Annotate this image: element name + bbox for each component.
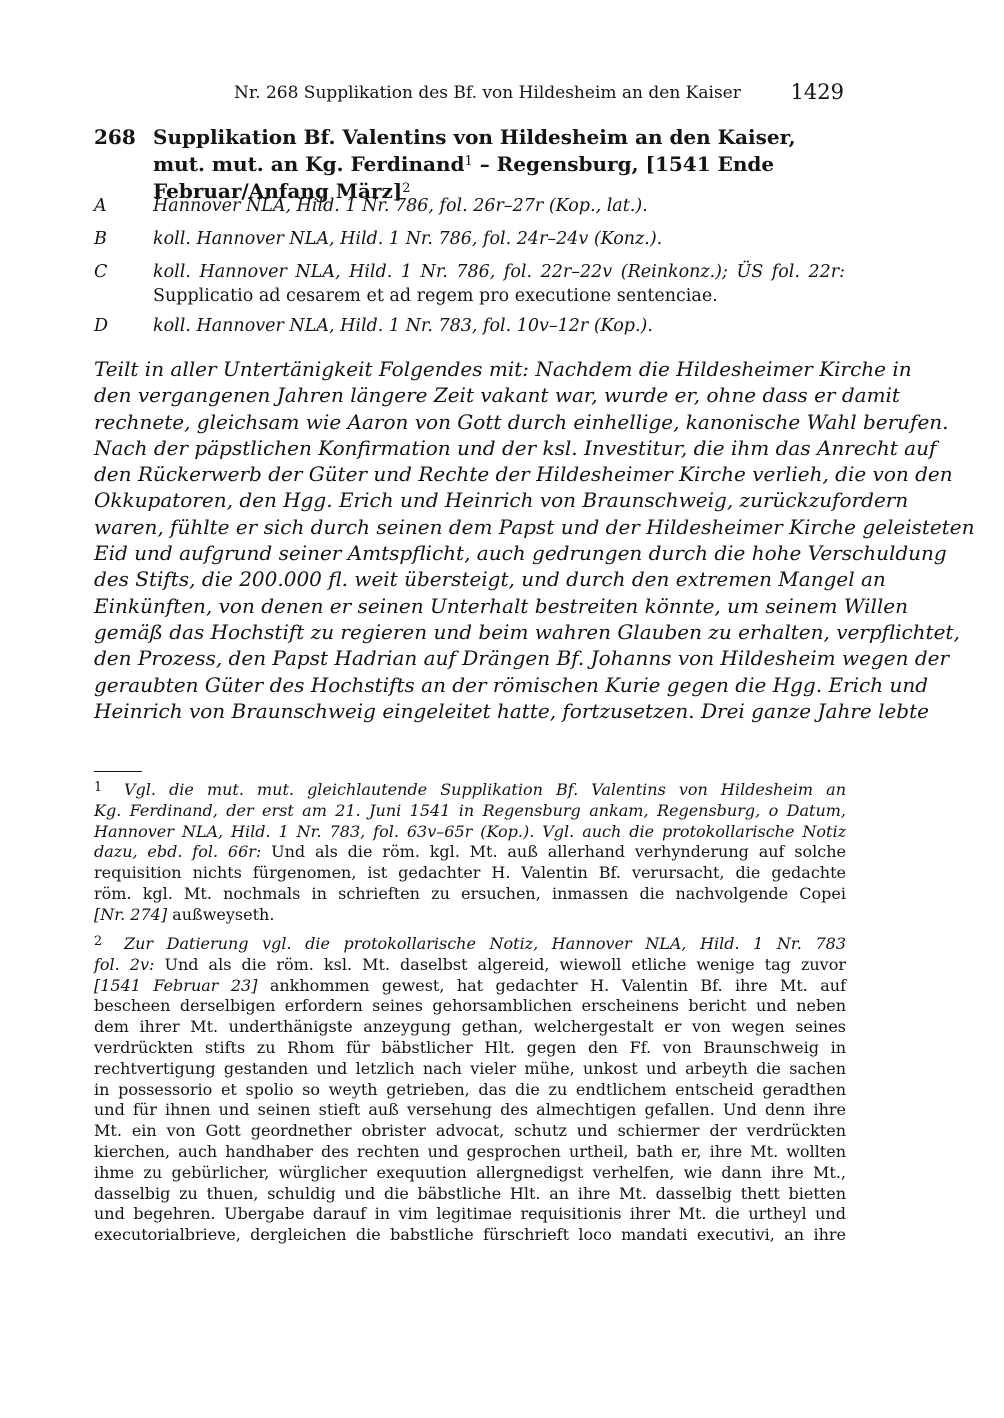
regest-line: Einkünften, von denen er seinen Unterhalt bestreiten könnte, um seinem Willen <box>94 593 908 618</box>
footnote-line <box>94 842 846 863</box>
footnote-text: Und als die röm. kgl. Mt. auß allerhand verhynderung auf solche <box>261 842 846 862</box>
footnote-text: Und als die röm. ksl. Mt. daselbst algereid, wiewoll etliche wenige tag zuvor <box>154 954 846 974</box>
witness-description <box>153 260 845 308</box>
regest-line: Okkupatoren, den Hgg. Erich und Heinrich von Braunschweig, zurückzufordern <box>94 488 909 513</box>
footnote-text: [Nr. 274] <box>94 904 168 924</box>
footnote-line: kierchen, auch handhaber des rechten und gesprochen urtheil, bath er, ihre Mt. wollten <box>94 1141 846 1161</box>
regest-line: den Prozess, den Papst Hadrian auf Drängen Bf. Johanns von Hildesheim wegen der <box>94 646 950 671</box>
document-title-text <box>153 124 853 205</box>
footnote-line: dem ihrer Mt. underthänigste anzeygung gethan, welchergestalt er von wegen seines <box>94 1017 846 1037</box>
footnote-line: und für ihnen und seinen stieft auß versehung des almechtigen gefallen. Und denn ihre <box>94 1100 846 1120</box>
footnote-ref-1[interactable]: 1 <box>464 154 473 170</box>
page-number: 1429 <box>790 80 844 104</box>
witness-siglum: A <box>94 196 107 216</box>
witness-description: Hannover NLA, Hild. 1 Nr. 786, fol. 26r–27r (Kop., lat.). <box>153 196 648 216</box>
footnote-line: in possessorio et spolio so weyth getrieben, das die zu endtlichem entscheid geradthen <box>94 1079 846 1099</box>
regest-line: des Stifts, die 200.000 fl. weit übersteigt, und durch den extremen Mangel an <box>94 567 886 592</box>
regest-line: Eid und aufgrund seiner Amtspflicht, auch gedrungen durch die hohe Verschuldung <box>94 541 947 566</box>
footnote-line: rechtvertigung gestanden und letzlich nach vieler mühe, unkost und arbeyth die sachen <box>94 1058 846 1078</box>
footnote-rule <box>94 771 142 772</box>
witness-siglum: D <box>94 316 109 336</box>
footnote-text: Vgl. die mut. mut. gleichlautende Supplikation Bf. Valentins von Hildesheim an <box>124 780 846 799</box>
footnote-line: verdrückten stifts zu Rhom für bäbstlicher Hlt. gegen den Ff. von Braunschweig in <box>94 1037 846 1057</box>
footnote-line: ihme zu gebürlicher, würglicher exequution allergnedigst verhelfen, wie dann ihre Mt., <box>94 1162 846 1182</box>
footnote-1 <box>94 780 846 926</box>
regest-line: den vergangenen Jahren längere Zeit vakant war, wurde er, ohne dass er damit <box>94 383 900 408</box>
footnote-text: außweyseth. <box>167 904 275 924</box>
footnote-text: ankhommen gewest, hat gedachter H. Valentin Bf. ihre Mt. auf <box>257 975 846 995</box>
witness-siglum: C <box>94 262 108 282</box>
running-title: Nr. 268 Supplikation des Bf. von Hildesheim an den Kaiser <box>234 83 741 103</box>
witness-c-line1: koll. Hannover NLA, Hild. 1 Nr. 786, fol. 22r–22v (Reinkonz.); ÜS fol. 22r: <box>153 262 845 282</box>
regest-line: Teilt in aller Untertänigkeit Folgendes mit: Nachdem die Hildesheimer Kirche in <box>94 357 912 381</box>
footnote-text: fol. 2v: <box>94 954 155 974</box>
footnote-line: bescheen derselbigen erfordern seines gehorsamblichen erscheinens bericht und neben <box>94 996 846 1016</box>
witness-c-heading: Supplicatio ad cesarem et ad regem pro executione sentenciae. <box>153 286 718 306</box>
footnote-text: dazu, ebd. fol. 66r: <box>94 842 262 862</box>
footnote-line <box>94 905 846 926</box>
regest-line: den Rückerwerb der Güter und Rechte der Hildesheimer Kirche verlieh, die von den <box>94 462 953 487</box>
regest-line: geraubten Güter des Hochstifts an der römischen Kurie gegen die Hgg. Erich und <box>94 672 929 697</box>
regest-line: waren, fühlte er sich durch seinen dem Papst und der Hildesheimer Kirche geleisteten <box>94 514 975 539</box>
regest-paragraph <box>94 356 975 724</box>
footnote-line: executorialbrieve, dergleichen die babstliche fürschrieft loco mandati executivi, an ihre <box>94 1225 846 1245</box>
footnote-line: 2 Zur Datierung vgl. die protokollarische Notiz, Hannover NLA, Hild. 1 Nr. 783 <box>94 934 846 953</box>
footnote-line: requisition nichts fürgenomen, ist gedachter H. Valentin Bf. verursacht, die gedachte <box>94 863 846 883</box>
footnote-ref-2[interactable]: 2 <box>402 181 411 197</box>
running-header <box>94 80 846 108</box>
regest-line: rechnete, gleichsam wie Aaron von Gott durch einhellige, kanonische Wahl berufen. <box>94 409 949 434</box>
footnote-line: 1 Vgl. die mut. mut. gleichlautende Supplikation Bf. Valentins von Hildesheim an <box>94 780 846 799</box>
witness-siglum: B <box>94 229 107 249</box>
footnote-line: dasselbig zu thuen, schuldig und die bäbstliche Hlt. an ihre Mt. dasselbig thett bietten <box>94 1183 846 1203</box>
regest-line: Heinrich von Braunschweig eingeleitet hatte, fortzusetzen. Drei ganze Jahre lebte <box>94 698 929 723</box>
footnote-text: Zur Datierung vgl. die protokollarische Notiz, Hannover NLA, Hild. 1 Nr. 783 <box>124 934 846 953</box>
footnote-line: Kg. Ferdinand, der erst am 21. Juni 1541 in Regensburg ankam, Regensburg, o Datum, <box>94 800 846 820</box>
footnote-2 <box>94 934 846 1246</box>
footnote-line <box>94 955 846 976</box>
footnote-line: und begehren. Ubergabe darauf in vim legitimae requisitionis ihrer Mt. die urtheyl und <box>94 1204 846 1224</box>
title-part1: Supplikation Bf. Valentins von Hildesheim an den Kaiser, mut. mut. an Kg. Ferdinand <box>153 125 796 176</box>
footnote-line: röm. kgl. Mt. nochmals in schrieften zu ersuchen, inmassen die nachvolgende Copei <box>94 883 846 903</box>
title-part2: – Regensburg, [1541 Ende Februar/Anfang März] <box>153 152 775 203</box>
footnote-line <box>94 976 846 997</box>
regest-line: gemäß das Hochstift zu regieren und beim wahren Glauben zu erhalten, verpflichtet, <box>94 619 960 644</box>
witness-description: koll. Hannover NLA, Hild. 1 Nr. 786, fol. 24r–24v (Konz.). <box>153 229 663 249</box>
footnote-text: [1541 Februar 23] <box>94 975 258 995</box>
witness-description: koll. Hannover NLA, Hild. 1 Nr. 783, fol. 10v–12r (Kop.). <box>153 316 653 336</box>
footnote-line: Mt. ein von Gott geordnether obrister advocat, schutz und schiermer der verdrückten <box>94 1121 846 1141</box>
document-number: 268 <box>94 125 136 149</box>
regest-line: Nach der päpstlichen Konfirmation und der ksl. Investitur, die ihm das Anrecht auf <box>94 435 937 460</box>
footnote-line: Hannover NLA, Hild. 1 Nr. 783, fol. 63v–65r (Kop.). Vgl. auch die protokollarische Notiz <box>94 821 846 841</box>
